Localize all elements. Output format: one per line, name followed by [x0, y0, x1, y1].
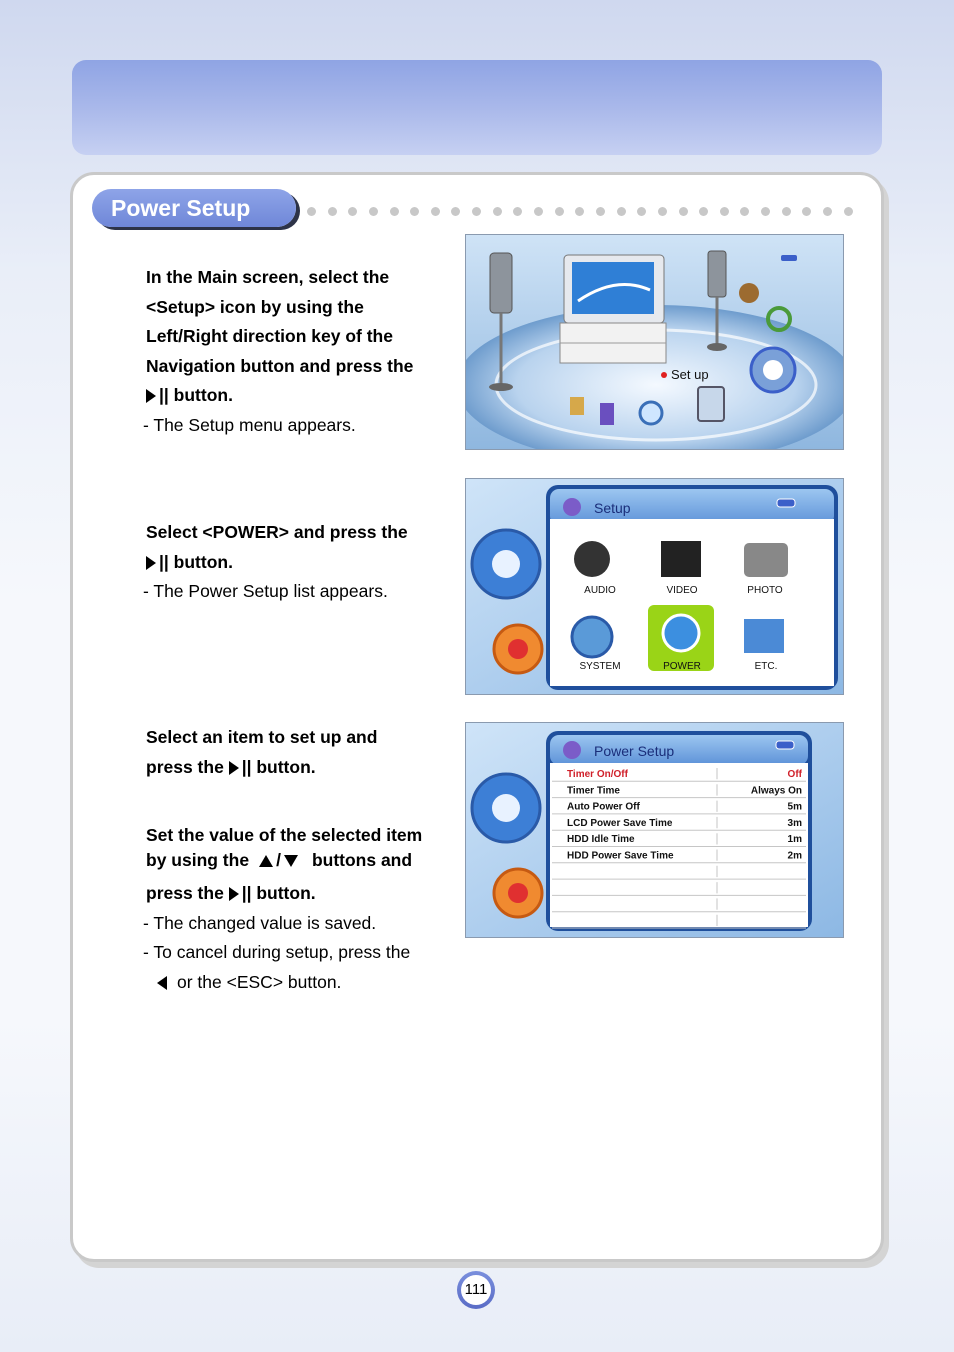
step-1-note: - The Setup menu appears.	[143, 414, 356, 435]
step-4-note: - The changed value is saved.	[143, 912, 377, 933]
setting-value: 1m	[787, 834, 802, 846]
setting-label: Auto Power Off	[567, 801, 640, 813]
step-1-button-line: || button.	[146, 381, 446, 411]
setting-label: HDD Power Save Time	[567, 850, 674, 862]
setup-label: Set up	[671, 367, 709, 382]
setting-value: Always On	[750, 785, 802, 797]
menu-item-audio: AUDIO	[584, 585, 616, 596]
setup-menu-screenshot	[465, 478, 844, 695]
page-number: 111	[461, 1275, 491, 1305]
play-pause-icon	[229, 761, 239, 775]
play-pause-icon	[146, 389, 156, 403]
step-4-line: by using the / buttons and	[146, 850, 413, 870]
step-2-line: Select <POWER> and press the	[146, 522, 408, 542]
setting-value: 5m	[787, 801, 802, 813]
header-band	[72, 60, 882, 155]
setting-label: LCD Power Save Time	[567, 817, 673, 829]
menu-item-etc: ETC.	[754, 661, 778, 672]
dotted-divider	[307, 205, 853, 217]
power-setup-window-title: Power Setup	[594, 743, 675, 759]
step-3-line: Select an item to set up and	[146, 727, 378, 747]
setup-menu-illustration	[466, 479, 843, 694]
step-4-line: Set the value of the selected item	[146, 825, 423, 845]
menu-item-power: POWER	[663, 661, 701, 672]
setup-window-title: Setup	[594, 500, 631, 516]
step-3-text	[146, 723, 446, 782]
step-1-line: <Setup> icon by using the	[146, 296, 364, 317]
left-arrow-icon	[157, 976, 167, 990]
setting-label: Timer On/Off	[567, 769, 628, 780]
power-setup-illustration	[466, 723, 843, 937]
step-4-text	[143, 821, 456, 997]
step-1-line: Navigation button and press the	[146, 355, 414, 376]
up-arrow-icon	[259, 855, 273, 867]
section-title: Power Setup	[92, 189, 296, 227]
step-1-text	[143, 263, 446, 440]
down-arrow-icon	[284, 855, 298, 867]
step-4-button-line: press the || button.	[146, 883, 316, 903]
main-screen-illustration	[466, 235, 843, 449]
menu-item-video: VIDEO	[666, 585, 698, 596]
step-2-text	[143, 518, 446, 607]
step-2-button-line: || button.	[146, 548, 446, 578]
main-screen-screenshot	[465, 234, 844, 450]
step-2-note: - The Power Setup list appears.	[143, 581, 388, 601]
step-1-line: Left/Right direction key of the	[146, 326, 393, 346]
play-pause-icon	[229, 887, 239, 901]
step-3-button-line: press the || button.	[146, 756, 316, 777]
setting-value: Off	[787, 769, 802, 780]
menu-item-system: SYSTEM	[579, 661, 621, 672]
play-pause-icon	[146, 556, 156, 570]
setting-label: Timer Time	[567, 785, 620, 797]
step-4-note: or the <ESC> button.	[143, 968, 456, 998]
setting-value: 2m	[787, 850, 802, 862]
setting-value: 3m	[787, 817, 802, 829]
setting-label: HDD Idle Time	[567, 834, 635, 846]
power-setup-screenshot	[465, 722, 844, 938]
step-1-line: In the Main screen, select the	[146, 267, 390, 287]
page-number-badge	[457, 1271, 495, 1309]
step-4-note: - To cancel during setup, press the	[143, 942, 411, 962]
menu-item-photo: PHOTO	[747, 585, 783, 596]
